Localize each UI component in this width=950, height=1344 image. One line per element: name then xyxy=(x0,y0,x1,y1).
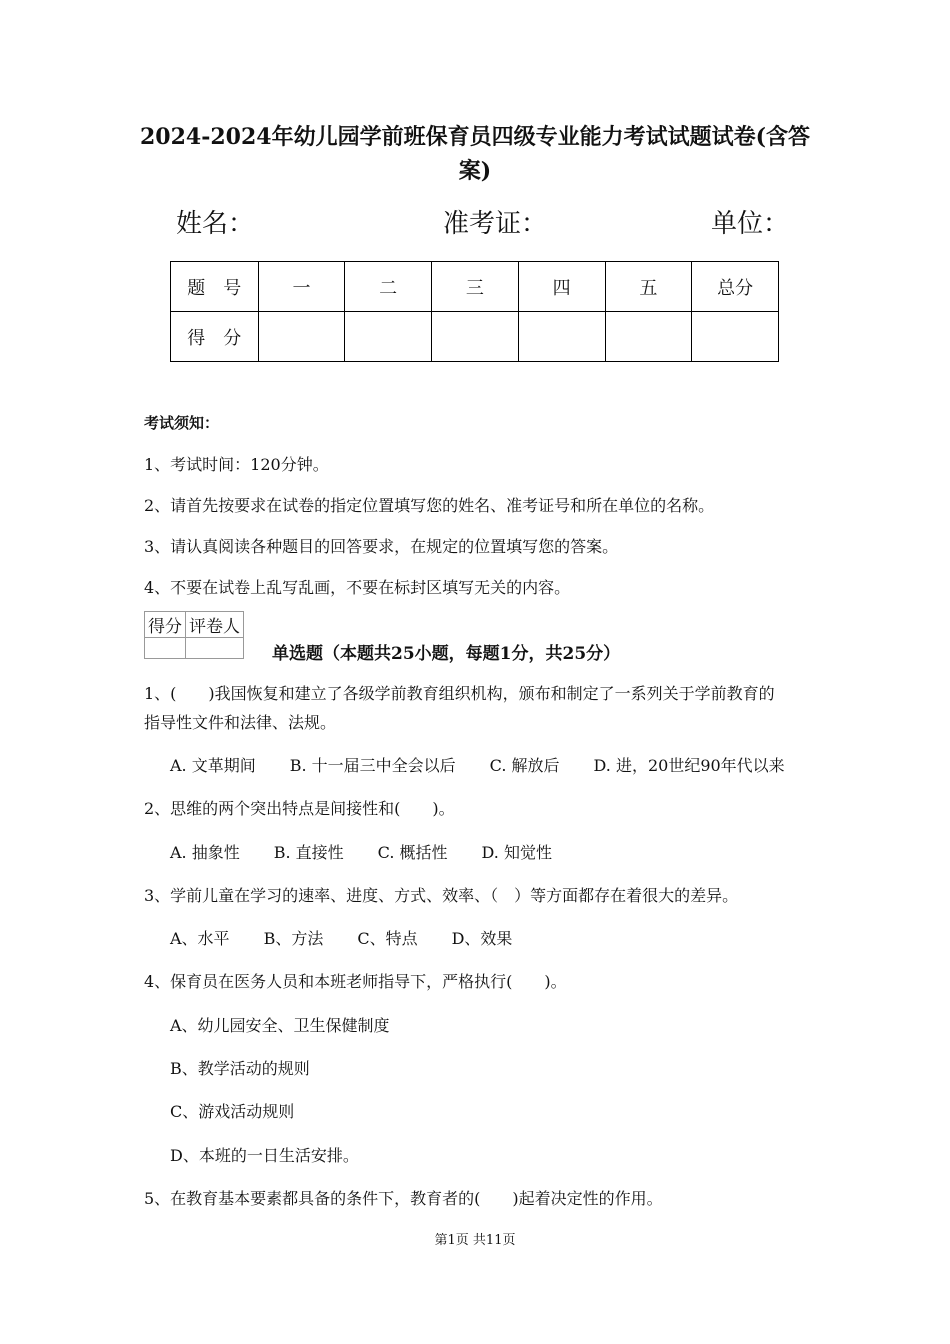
section-title: 单选题（本题共25小题，每题1分，共25分） xyxy=(272,644,621,664)
name-field-label: 姓名： xyxy=(176,209,255,239)
option-b[interactable]: B、教学活动的规则 xyxy=(170,1059,310,1078)
score-header-cell: 一 xyxy=(258,262,345,312)
option-a[interactable]: A、水平 xyxy=(170,929,230,948)
page-footer: 第1页 共11页 xyxy=(434,1233,516,1248)
option-c[interactable]: C. 概括性 xyxy=(377,843,448,862)
grader-score-cell[interactable] xyxy=(145,638,186,659)
option-c[interactable]: C、游戏活动规则 xyxy=(170,1102,295,1121)
score-row-label: 得 分 xyxy=(171,312,259,362)
option-b[interactable]: B. 十一届三中全会以后 xyxy=(289,756,456,775)
question-2: 2、思维的两个突出特点是间接性和( )。 xyxy=(144,799,455,818)
notice-item: 1、考试时间：120分钟。 xyxy=(144,455,329,474)
question-1-line2: 指导性文件和法律、法规。 xyxy=(144,713,337,732)
score-header-cell: 总分 xyxy=(692,262,779,312)
option-d[interactable]: D. 进，20世纪90年代以来 xyxy=(593,756,785,775)
score-table xyxy=(170,261,779,362)
option-a[interactable]: A、幼儿园安全、卫生保健制度 xyxy=(170,1016,390,1035)
question-3: 3、学前儿童在学习的速率、进度、方式、效率、（ ）等方面都存在着很大的差异。 xyxy=(144,886,739,905)
score-header-cell: 题 号 xyxy=(171,262,259,312)
score-header-cell: 五 xyxy=(605,262,692,312)
grader-reviewer-cell[interactable] xyxy=(186,638,244,659)
question-4: 4、保育员在医务人员和本班老师指导下，严格执行( )。 xyxy=(144,972,567,991)
grader-score-label: 得分 xyxy=(145,612,186,638)
question-5: 5、在教育基本要素都具备的条件下，教育者的( )起着决定性的作用。 xyxy=(144,1189,663,1208)
notice-item: 4、不要在试卷上乱写乱画，不要在标封区填写无关的内容。 xyxy=(144,578,571,597)
option-b[interactable]: B、方法 xyxy=(263,929,324,948)
score-header-cell: 三 xyxy=(432,262,519,312)
option-d[interactable]: D、本班的一日生活安排。 xyxy=(170,1146,359,1165)
score-header-cell: 二 xyxy=(345,262,432,312)
score-cell[interactable] xyxy=(605,312,692,362)
notice-item: 3、请认真阅读各种题目的回答要求，在规定的位置填写您的答案。 xyxy=(144,537,619,556)
score-cell[interactable] xyxy=(258,312,345,362)
score-cell[interactable] xyxy=(518,312,605,362)
notice-heading: 考试须知： xyxy=(144,414,220,432)
option-a[interactable]: A. 抽象性 xyxy=(170,843,240,862)
question-2-options xyxy=(170,840,552,863)
question-1-options xyxy=(170,753,785,776)
option-c[interactable]: C、特点 xyxy=(357,929,418,948)
question-3-options xyxy=(170,926,512,949)
option-b[interactable]: B. 直接性 xyxy=(273,843,344,862)
score-cell[interactable] xyxy=(692,312,779,362)
score-cell[interactable] xyxy=(432,312,519,362)
grader-table xyxy=(144,611,244,659)
option-d[interactable]: D. 知觉性 xyxy=(481,843,552,862)
question-1-line1: 1、( )我国恢复和建立了各级学前教育组织机构，颁布和制定了一系列关于学前教育的 xyxy=(144,684,775,703)
document-title-line1: 2024-2024年幼儿园学前班保育员四级专业能力考试试题试卷(含答 xyxy=(139,124,810,150)
unit-field-label: 单位： xyxy=(711,209,790,239)
notice-item: 2、请首先按要求在试卷的指定位置填写您的姓名、准考证号和所在单位的名称。 xyxy=(144,496,715,515)
score-header-cell: 四 xyxy=(518,262,605,312)
option-d[interactable]: D、效果 xyxy=(451,929,513,948)
document-title-line2: 案) xyxy=(458,158,492,184)
grader-reviewer-label: 评卷人 xyxy=(186,612,244,638)
exam-number-field-label: 准考证： xyxy=(443,209,548,239)
score-cell[interactable] xyxy=(345,312,432,362)
score-table-header-row xyxy=(171,262,779,312)
option-a[interactable]: A. 文革期间 xyxy=(170,756,256,775)
option-c[interactable]: C. 解放后 xyxy=(489,756,560,775)
score-table-score-row xyxy=(171,312,779,362)
